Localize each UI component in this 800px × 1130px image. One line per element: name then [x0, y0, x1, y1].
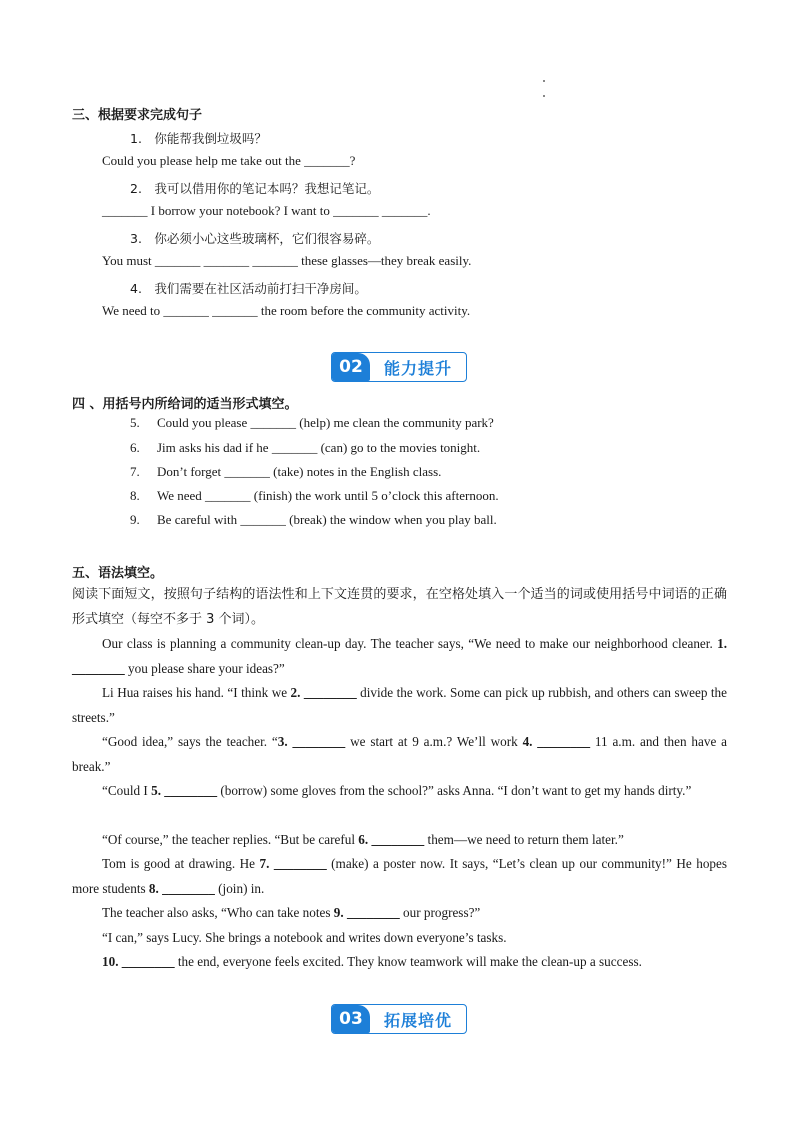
paragraph-text: them—we need to return them later.” [424, 832, 624, 847]
question-5-text: Could you please _______ (help) me clean the community park? [157, 415, 494, 430]
decorative-dot [543, 95, 545, 97]
paragraph-text: Li Hua raises his hand. “I think we [102, 685, 291, 700]
section-4-title: 四 、用括号内所给词的适当形式填空。 [72, 397, 298, 412]
blank-10: 10. ________ [102, 954, 175, 969]
question-6-text: Jim asks his dad if he _______ (can) go to the movies tonight. [157, 440, 481, 455]
question-2-english: _______ I borrow your notebook? I want to _______ _______. [102, 203, 431, 218]
blank-1: 1. ________ [72, 636, 727, 676]
paragraph-text: “I can,” says Lucy. She brings a notebook and writes down everyone’s tasks. [102, 930, 507, 945]
paragraph-text: (join) in. [214, 880, 265, 896]
question-8-number: 8. [130, 488, 140, 503]
blank-2: 2. ________ [290, 685, 357, 700]
passage-paragraph-1 [72, 632, 727, 681]
blank-5: 5. ________ [151, 783, 218, 798]
section-3-title: 三、根据要求完成句子 [72, 108, 203, 123]
question-9-text: Be careful with _______ (break) the window when you play ball. [157, 512, 497, 527]
paragraph-text: Tom is good at drawing. He [102, 856, 260, 871]
blank-6: 6. ________ [358, 832, 425, 847]
paragraph-text: we start at 9 a.m.? We’ll work [345, 734, 523, 749]
passage-paragraph-6 [72, 852, 727, 901]
badge-label: 能力提升 [383, 358, 452, 378]
section-5-instruction: 阅读下面短文，按照句子结构的语法性和上下文连贯的要求，在空格处填入一个适当的词或使用括号中词语的正确形式填空（每空不多于 3 个词）。 [72, 587, 727, 627]
paragraph-text: our progress?” [399, 905, 481, 920]
paragraph-text: Our class is planning a community clean-up day. The teacher says, “We need to make our neighborhood cleaner. [102, 636, 718, 651]
blank-3: 3. ________ [277, 734, 346, 749]
section-badge-ability [331, 352, 467, 382]
passage-paragraph-4 [72, 779, 727, 804]
paragraph-text: the end, everyone feels excited. They know teamwork will make the clean-up a success. [174, 954, 642, 969]
paragraph-text: divide the work. Some can pick up rubbish, and others can sweep the streets.” [72, 685, 728, 725]
section-badge-extension [331, 1004, 467, 1034]
question-4-chinese: 4. 我们需要在社区活动前打扫干净房间。 [130, 281, 367, 296]
paragraph-text: “Good idea,” says the teacher. “ [102, 734, 278, 749]
passage-paragraph-5 [72, 828, 727, 853]
question-8-text: We need _______ (finish) the work until 5 o’clock this afternoon. [157, 488, 499, 503]
blank-8: 8. ________ [148, 880, 215, 896]
paragraph-text: The teacher also asks, “Who can take notes [102, 905, 334, 920]
question-2-chinese: 2. 我可以借用你的笔记本吗？我想记笔记。 [130, 181, 380, 196]
passage-paragraph-2 [72, 681, 727, 730]
paragraph-text: (borrow) some gloves from the school?” asks Anna. “I don’t want to get my hands dirty.” [217, 783, 692, 798]
paragraph-text: “Of course,” the teacher replies. “But be careful [102, 832, 359, 847]
question-7-number: 7. [130, 464, 140, 479]
paragraph-text: “Could I [102, 783, 152, 798]
decorative-dot [543, 80, 545, 82]
passage-paragraph-7 [72, 901, 727, 926]
paragraph-text: you please share your ideas?” [124, 660, 285, 676]
question-3-english: You must _______ _______ _______ these glasses—they break easily. [102, 253, 472, 268]
section-5-title: 五、语法填空。 [72, 566, 164, 581]
passage-paragraph-9 [72, 950, 727, 975]
question-6-number: 6. [130, 440, 140, 455]
question-5-number: 5. [130, 415, 140, 430]
badge-number: 03 [332, 1005, 370, 1033]
badge-number: 02 [332, 353, 370, 381]
paragraph-text: (make) a poster now. It says, “Let’s clean up our community!” He hopes more students [72, 856, 728, 896]
question-3-chinese: 3. 你必须小心这些玻璃杯，它们很容易碎。 [130, 231, 380, 246]
blank-9: 9. ________ [333, 905, 400, 920]
passage-paragraph-3 [72, 730, 727, 779]
blank-4: 4. ________ [522, 734, 591, 749]
question-1-chinese: 1. 你能帮我倒垃圾吗？ [130, 131, 267, 146]
question-7-text: Don’t forget _______ (take) notes in the English class. [157, 464, 442, 479]
question-4-english: We need to _______ _______ the room before the community activity. [102, 303, 471, 318]
question-1-english: Could you please help me take out the _______? [102, 153, 356, 168]
badge-label: 拓展培优 [383, 1010, 452, 1030]
passage-paragraph-8 [72, 926, 727, 951]
blank-7: 7. ________ [259, 856, 327, 871]
paragraph-text: 11 a.m. and then have a break.” [72, 734, 727, 774]
question-9-number: 9. [130, 512, 140, 527]
